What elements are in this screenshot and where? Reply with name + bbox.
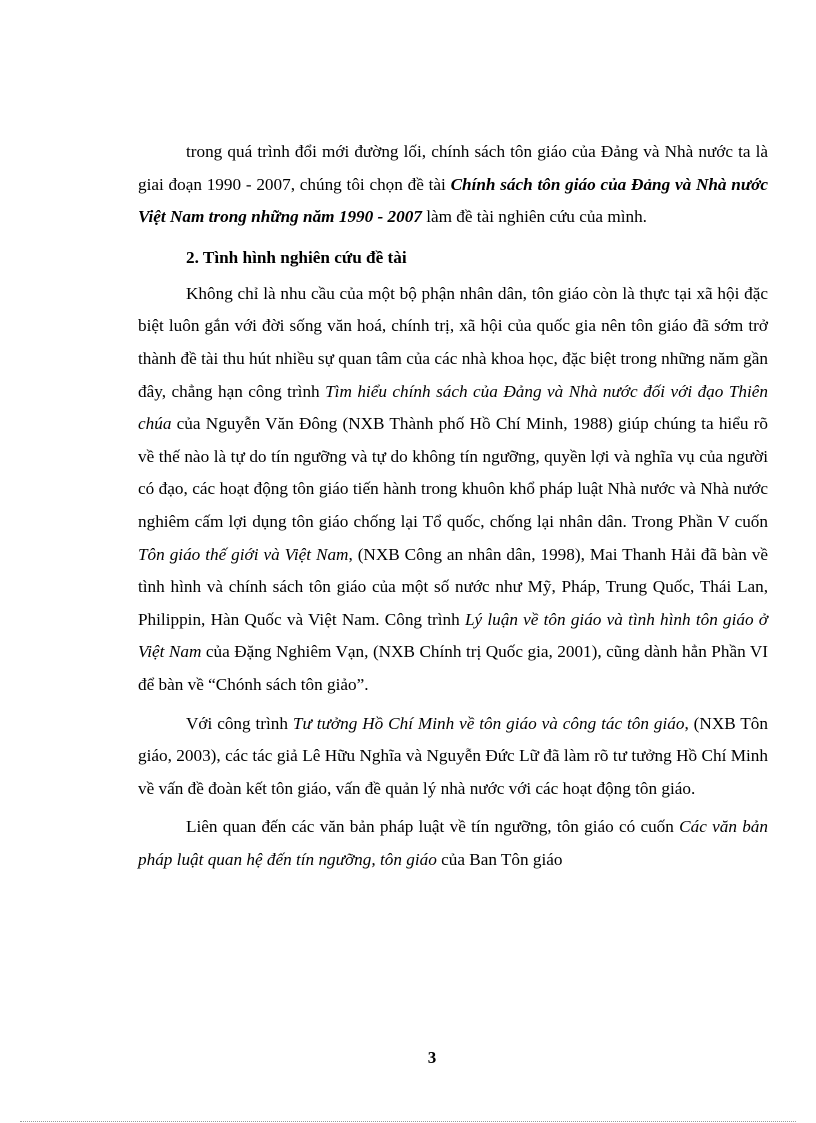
paragraph-intro-continuation [138, 136, 768, 234]
text-run: Không chỉ là nhu cầu của một bộ phận nhân dân, tôn giáo còn là thực tại xã hội đặc biệt luôn gắn với đời sống văn hoá, chính trị, xã hội của quốc gia nên tôn giáo đã sớm trở thành đề tài thu hút nhiều sự quan tâm của các nhà khoa học, đặc biệt trong những năm gần đây, chẳng hạn công trình [138, 283, 768, 401]
paragraph-legal-documents [138, 811, 768, 876]
text-run: Liên quan đến các văn bản pháp luật về tín ngưỡng, tôn giáo có cuốn [186, 817, 680, 837]
text-run: , (NXB Công an nhân dân, 1998), Mai Thanh Hải đã bàn về tình hình và chính sách tôn giáo của một số nước như Mỹ, Pháp, Trung Quốc, Thái Lan, Philippin, Hàn Quốc và Việt Nam. Công trình [138, 544, 768, 629]
thesis-title: Chính sách tôn giáo của Đảng và Nhà nước Việt Nam trong những năm 1990 - 2007 [138, 174, 768, 227]
paragraph-research-overview [138, 278, 768, 702]
text-run: Với công trình [186, 713, 293, 733]
section-heading: 2. Tình hình nghiên cứu đề tài [186, 247, 407, 267]
text-run: , (NXB Tôn giáo, 2003), các tác giả Lê Hữu Nghĩa và Nguyễn Đức Lữ đã làm rõ tư tưởng Hồ Chí Minh về vấn đề đoàn kết tôn giáo, vấn đề quản lý nhà nước với các hoạt động tôn giáo. [138, 713, 768, 798]
cited-work-title: Lý luận về tôn giáo và tình hình tôn giáo ở Việt Nam [138, 609, 768, 662]
page-bottom-border [20, 1121, 796, 1122]
text-run: làm đề tài nghiên cứu của mình. [421, 207, 647, 227]
text-run: của Đặng Nghiêm Vạn, (NXB Chính trị Quốc gia, 2001), cũng dành hẳn Phần VI để bàn về “Chónh sách tôn giảo”. [138, 642, 768, 694]
cited-work-title: Tìm hiểu chính sách của Đảng và Nhà nước đối với đạo Thiên chúa [138, 381, 768, 434]
page-number: 3 [427, 1048, 437, 1067]
body-text [138, 136, 768, 876]
cited-work-title: Tư tưởng Hồ Chí Minh về tôn giáo và công tác tôn giáo [292, 713, 685, 733]
cited-work-title: Các văn bản pháp luật quan hệ đến tín ngưỡng, tôn giáo [138, 817, 768, 869]
text-run: của Nguyễn Văn Đông (NXB Thành phố Hồ Chí Minh, 1988) giúp chúng ta hiểu rõ về thế nào là tự do tín ngưỡng và tự do không tín ngưỡng, quyền lợi và nghĩa vụ của người có đạo, các hoạt động tôn giáo tiến hành trong khuôn khổ pháp luật Nhà nước và Nhà nước nghiêm cấm lợi dụng tôn giáo chống lại Tổ quốc, chống lại nhân dân. Trong Phần V cuốn [138, 414, 768, 531]
paragraph-ho-chi-minh-thought [138, 708, 768, 806]
text-run: của Ban Tôn giáo [436, 849, 563, 869]
text-run: trong quá trình đổi mới đường lối, chính sách tôn giáo của Đảng và Nhà nước ta là giai đoạn 1990 - 2007, chúng tôi chọn đề tài [138, 142, 768, 194]
cited-work-title: Tôn giáo thế giới và Việt Nam [138, 544, 349, 564]
